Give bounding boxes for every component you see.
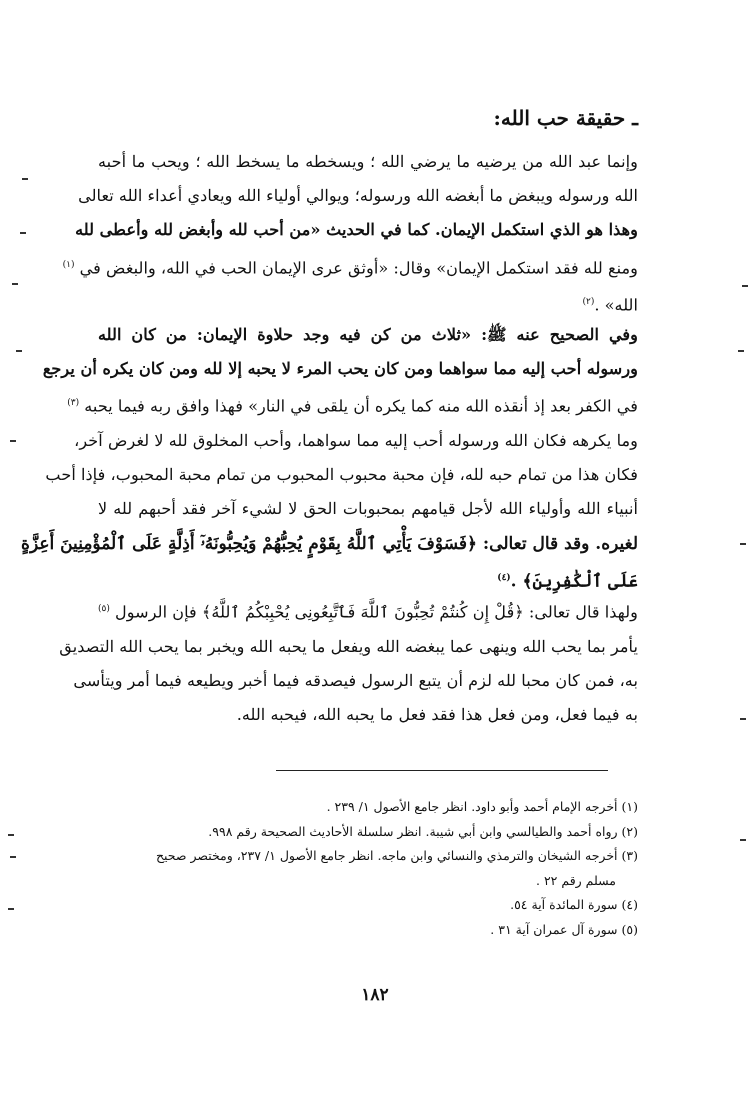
quran-verse-line: عَلَى ٱلْكَٰفِرِينَ﴾ .$^{(٤)}$ <box>497 571 638 592</box>
paragraph-1 <box>62 145 638 323</box>
footnote: مسلم رقم ٢٢ . <box>536 872 616 888</box>
footnote-ref: (٤) <box>497 572 511 583</box>
footnote: (٤) سورة المائدة آية ٥٤. <box>510 897 638 912</box>
paragraph-line: ورسوله أحب إليه مما سواهما ومن كان يحب المرء لا يحبه إلا لله ومن كان يكره أن يرجع <box>42 359 638 379</box>
paragraph-line: وفي الصحيح عنه ﷺ: «ثلاث من كن فيه وجد حلاوة الإيمان: من كان الله <box>98 325 638 344</box>
footnote: (١) أخرجه الإمام أحمد وأبو داود. انظر جامع الأصول ١/ ٢٣٩ . <box>326 799 638 814</box>
scan-mark <box>738 350 744 352</box>
quran-verse-line: ولهذا قال تعالى: ﴿قُلْ إِن كُنتُمْ تُحِبُّونَ ٱللَّهَ فَٱتَّبِعُونِى يُحْبِبْكُمُ ٱللَّهُ﴾ فإن الرسول $^{(٥)}$ <box>98 602 638 622</box>
footnotes <box>100 795 638 942</box>
paragraph-line: في الكفر بعد إذ أنقذه الله منه كما يكره أن يلقى في النار» فهذا وافق ربه فيما يحبه $^{(٣)}$ <box>67 396 638 416</box>
page-number: ١٨٢ <box>361 985 389 1005</box>
paragraph-line: ومنع لله فقد استكمل الإيمان» وقال: «أوثق عرى الإيمان الحب في الله، والبغض في $^{(١)}$ <box>62 258 638 277</box>
footnote-divider <box>276 770 608 771</box>
scan-mark <box>22 178 28 180</box>
paragraph-line: به فيما فعل، ومن فعل هذا فقد فعل ما يحبه الله، فيحبه الله. <box>236 705 638 724</box>
scan-mark <box>740 718 746 720</box>
paragraph-3 <box>59 592 638 732</box>
footnote-ref: (٣) <box>67 398 80 409</box>
paragraph-line: الله ورسوله ويبغض ما أبغضه الله ورسوله؛ ويوالي أولياء الله ويعادي أعداء الله تعالى <box>78 186 638 206</box>
scan-mark <box>10 856 16 858</box>
footnote: (٥) سورة آل عمران آية ٣١ . <box>490 921 638 937</box>
footnote: (٢) رواه أحمد والطيالسي وابن أبي شيبة. انظر سلسلة الأحاديث الصحيحة رقم ٩٩٨. <box>208 823 638 839</box>
scan-mark <box>740 839 746 841</box>
scan-mark <box>16 350 22 352</box>
paragraph-line: به، فمن كان محبا لله لزم أن يتبع الرسول فيصدقه فيما أخبر ويطيعه فيما أمر ويتأسى <box>73 670 638 690</box>
footnote-ref: (٢) <box>582 297 595 308</box>
quran-verse-line: لغيره. وقد قال تعالى: ﴿فَسَوْفَ يَأْتِي ٱللَّهُ بِقَوْمٍ يُحِبُّهُمْ وَيُحِبُّونَهُۥٓ أَذِلَّةٍ عَلَى ٱلْمُؤْمِنِينَ أَعِزَّةٍ <box>21 533 638 554</box>
paragraph-line: فكان هذا من تمام حبه لله، فإن محبة محبوب المحبوب من تمام محبة المحبوب، فإذا أحب <box>45 465 638 485</box>
paragraph-line: الله» .$^{(٢)}$ <box>582 295 638 315</box>
footnote-ref: (٥) <box>98 604 110 614</box>
scan-mark <box>8 908 14 910</box>
scan-mark <box>20 232 26 234</box>
scan-mark <box>740 543 746 545</box>
paragraph-line: وما يكرهه فكان الله ورسوله أحب إليه مما سواهما، وأحب المخلوق لله لا لغرض آخر، <box>74 431 638 450</box>
paragraph-2 <box>21 318 638 599</box>
footnote-ref: (١) <box>62 259 75 270</box>
paragraph-line: أنبياء الله وأولياء الله لأجل قيامهم بمحبوبات الحق لا لشيء آخر فقد أحبهم لله لا <box>98 499 638 519</box>
paragraph-line: وإنما عبد الله من يرضيه ما يرضي الله ؛ ويسخطه ما يسخط الله ؛ ويحب ما أحبه <box>98 152 638 171</box>
paragraph-line: يأمر بما يحب الله وينهى عما يبغضه الله ويفعل ما يحبه الله ويخبر بما يحب الله التصديق <box>59 636 638 656</box>
scan-mark <box>8 834 14 836</box>
scan-mark <box>12 283 18 285</box>
scan-mark <box>10 440 16 442</box>
footnote: (٣) أخرجه الشيخان والترمذي والنسائي وابن ماجه. انظر جامع الأصول ١/ ٢٣٧، ومختصر صحيح <box>155 848 638 863</box>
scan-mark <box>742 285 748 287</box>
section-heading: ـ حقيقة حب الله: <box>493 106 638 130</box>
paragraph-line: وهذا هو الذي استكمل الإيمان. كما في الحديث «من أحب لله وأبغض لله وأعطى لله <box>75 220 638 240</box>
